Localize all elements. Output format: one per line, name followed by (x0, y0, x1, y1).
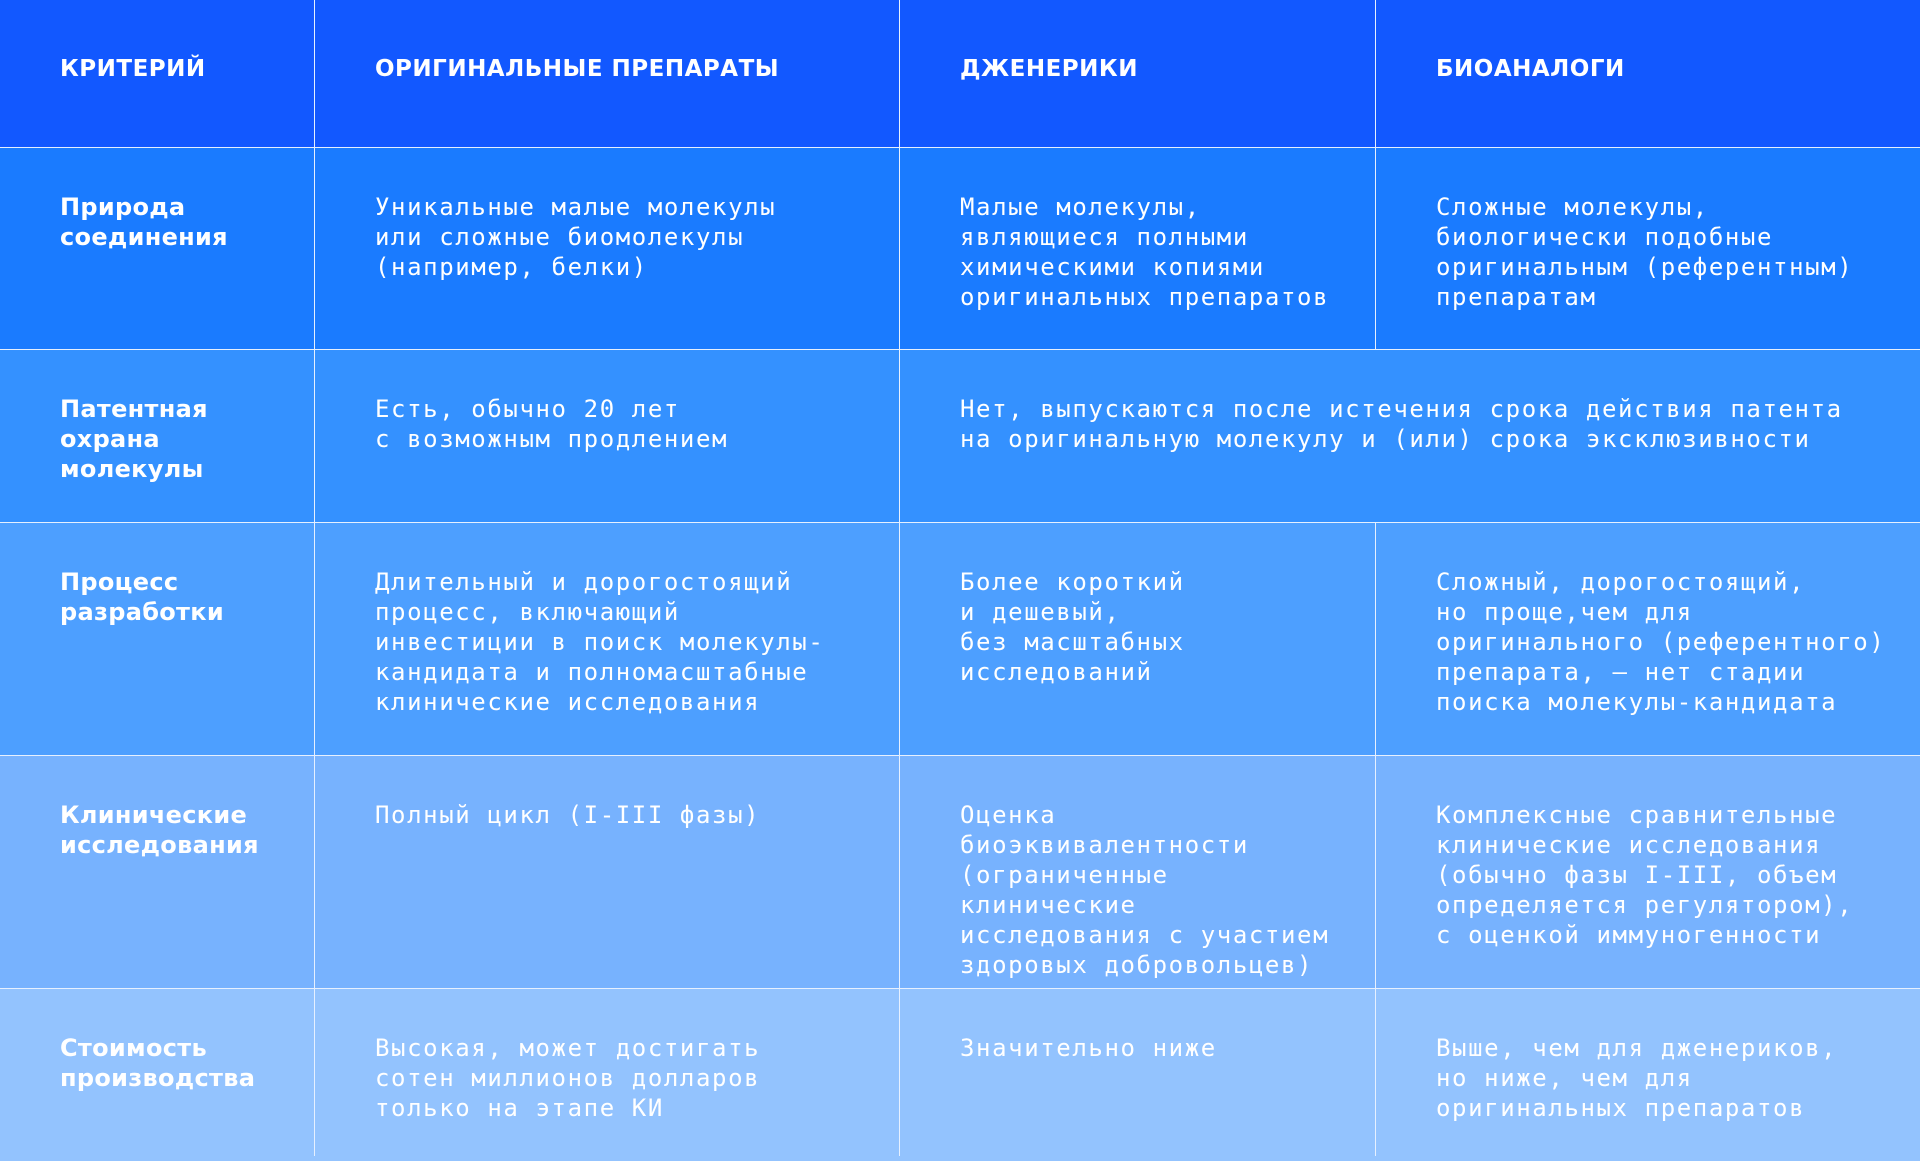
criterion-clinical: Клинические исследования (0, 756, 314, 988)
cell-nature-originals: Уникальные малые молекулы или сложные биомолекулы (например, белки) (315, 148, 899, 349)
cell-clinical-generics: Оценка биоэквивалентности (ограниченные клинические исследования с участием здоровых добровольцев) (900, 756, 1375, 988)
cell-nature-biosimilars: Сложные молекулы, биологически подобные оригинальным (референтным) препаратам (1376, 148, 1920, 349)
header-generics: ДЖЕНЕРИКИ (900, 0, 1375, 147)
cell-development-generics: Более короткий и дешевый, без масштабных исследований (900, 523, 1375, 755)
criterion-development: Процесс разработки (0, 523, 314, 755)
criterion-nature: Природа соединения (0, 148, 314, 349)
cell-clinical-biosimilars: Комплексные сравнительные клинические исследования (обычно фазы I-III, объем определяется регулятором), с оценкой иммуногенности (1376, 756, 1920, 988)
criterion-cost: Стоимость производства (0, 989, 314, 1161)
header-biosimilars: БИОАНАЛОГИ (1376, 0, 1920, 147)
cell-cost-generics: Значительно ниже (900, 989, 1375, 1161)
header-criterion: КРИТЕРИЙ (0, 0, 314, 147)
criterion-patent: Патентная охрана молекулы (0, 350, 314, 522)
header-originals: ОРИГИНАЛЬНЫЕ ПРЕПАРАТЫ (315, 0, 899, 147)
cell-cost-biosimilars: Выше, чем для дженериков, но ниже, чем для оригинальных препаратов (1376, 989, 1920, 1161)
cell-clinical-originals: Полный цикл (I-III фазы) (315, 756, 899, 988)
cell-cost-originals: Высокая, может достигать сотен миллионов долларов только на этапе КИ (315, 989, 899, 1161)
cell-patent-originals: Есть, обычно 20 лет с возможным продлением (315, 350, 899, 522)
cell-nature-generics: Малые молекулы, являющиеся полными химическими копиями оригинальных препаратов (900, 148, 1375, 349)
cell-development-biosimilars: Сложный, дорогостоящий, но проще,чем для оригинального (референтного) препарата, — нет стадии поиска молекулы-кандидата (1376, 523, 1920, 755)
cell-patent-generics-biosimilars: Нет, выпускаются после истечения срока действия патента на оригинальную молекулу и (или) срока эксклюзивности (900, 350, 1920, 522)
cell-development-originals: Длительный и дорогостоящий процесс, включающий инвестиции в поиск молекулы- кандидата и полномасштабные клинические исследования (315, 523, 899, 755)
